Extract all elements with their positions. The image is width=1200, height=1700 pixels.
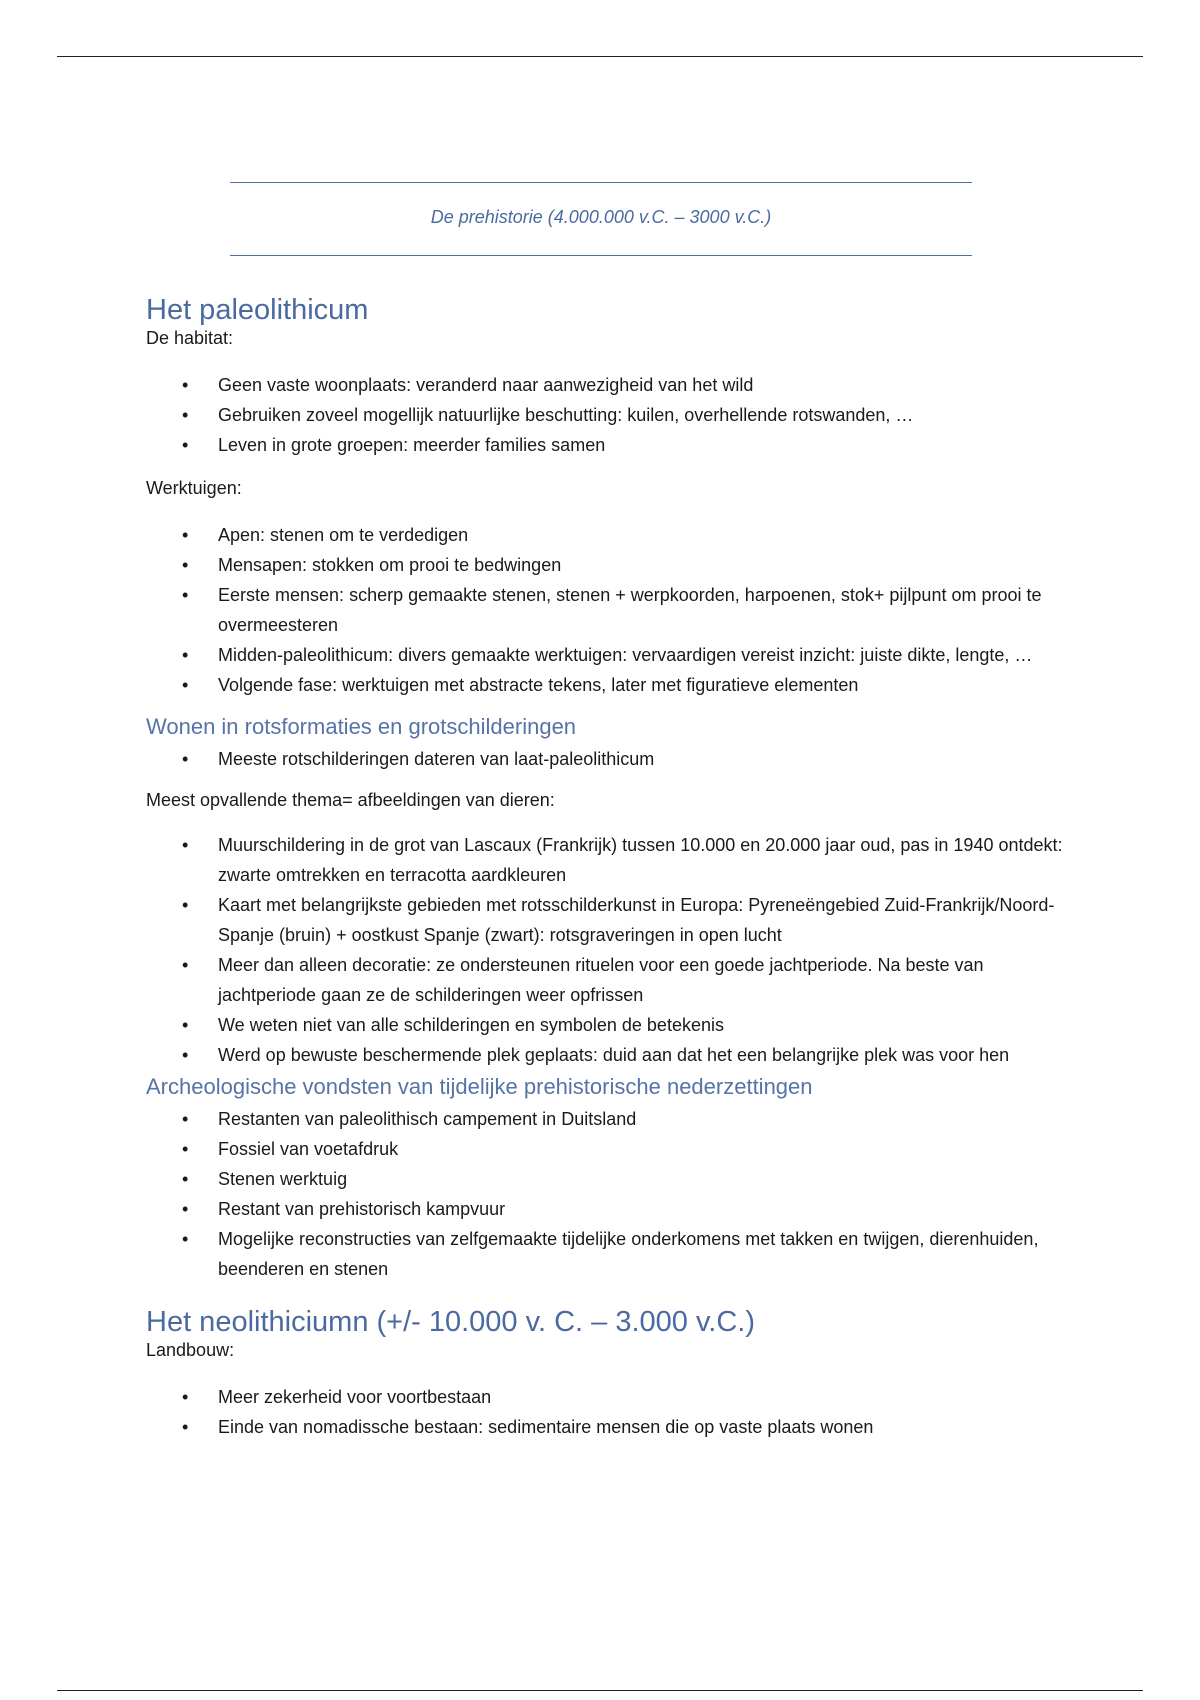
heading-archeologische-vondsten: Archeologische vondsten van tijdelijke prehistorische nederzettingen [146,1074,813,1099]
list-item: • Muurschildering in de grot van Lascaux (Frankrijk) tussen 10.000 en 20.000 jaar oud, pas in 1940 ontdekt: zwarte omtrekken en terracotta aardkleuren [146,830,1066,890]
theme-list [146,830,1066,1070]
page-header-rule [57,56,1143,57]
habitat-list [146,370,1066,460]
habitat-label: De habitat: [146,328,234,348]
list-item: • Stenen werktuig [146,1164,1066,1194]
document-title: De prehistorie (4.000.000 v.C. – 3000 v.C.) [430,207,772,227]
theme-label: Meest opvallende thema= afbeeldingen van dieren: [146,790,555,810]
list-item: • Meer dan alleen decoratie: ze ondersteunen rituelen voor een goede jachtperiode. Na beste van jachtperiode gaan ze de schilderingen weer opfrissen [146,950,1066,1010]
list-item: • Mogelijke reconstructies van zelfgemaakte tijdelijke onderkomens met takken en twijgen, dierenhuiden, beenderen en stenen [146,1224,1066,1284]
list-item: • Werd op bewuste beschermende plek geplaats: duid aan dat het een belangrijke plek was voor hen [146,1040,1066,1070]
list-item: • Gebruiken zoveel mogellijk natuurlijke beschutting: kuilen, overhellende rotswanden, … [146,400,1066,430]
list-item: • Meer zekerheid voor voortbestaan [146,1382,1066,1412]
list-item: • Eerste mensen: scherp gemaakte stenen, stenen + werpkoorden, harpoenen, stok+ pijlpunt om prooi te overmeesteren [146,580,1066,640]
document-title-box [230,182,972,256]
list-item: • Fossiel van voetafdruk [146,1134,1066,1164]
rotsformaties-list [146,744,1066,774]
list-item: • Volgende fase: werktuigen met abstracte tekens, later met figuratieve elementen [146,670,1066,700]
list-item: • Restanten van paleolithisch campement in Duitsland [146,1104,1066,1134]
heading-paleolithicum: Het paleolithicum [146,294,369,326]
tools-label: Werktuigen: [146,478,242,498]
vondsten-list [146,1104,1066,1284]
list-item: • Mensapen: stokken om prooi te bedwingen [146,550,1066,580]
list-item: • Geen vaste woonplaats: veranderd naar aanwezigheid van het wild [146,370,1066,400]
list-item: • Apen: stenen om te verdedigen [146,520,1066,550]
list-item: • Leven in grote groepen: meerder families samen [146,430,1066,460]
list-item: • Einde van nomadissche bestaan: sedimentaire mensen die op vaste plaats wonen [146,1412,1066,1442]
heading-rotsformaties: Wonen in rotsformaties en grotschilderingen [146,714,577,739]
list-item: • Meeste rotschilderingen dateren van laat-paleolithicum [146,744,1066,774]
list-item: • Kaart met belangrijkste gebieden met rotsschilderkunst in Europa: Pyreneëngebied Zuid-Frankrijk/Noord-Spanje (bruin) + oostkust Spanje (zwart): rotsgraveringen in open lucht [146,890,1066,950]
document-body [146,290,1066,1442]
landbouw-list [146,1382,1066,1442]
list-item: • Midden-paleolithicum: divers gemaakte werktuigen: vervaardigen vereist inzicht: juiste dikte, lengte, … [146,640,1066,670]
page-footer-rule [57,1690,1143,1691]
list-item: • Restant van prehistorisch kampvuur [146,1194,1066,1224]
tools-list [146,520,1066,700]
landbouw-label: Landbouw: [146,1340,235,1360]
heading-neolithicum: Het neolithiciumn (+/- 10.000 v. C. – 3.000 v.C.) [146,1306,756,1338]
list-item: • We weten niet van alle schilderingen en symbolen de betekenis [146,1010,1066,1040]
